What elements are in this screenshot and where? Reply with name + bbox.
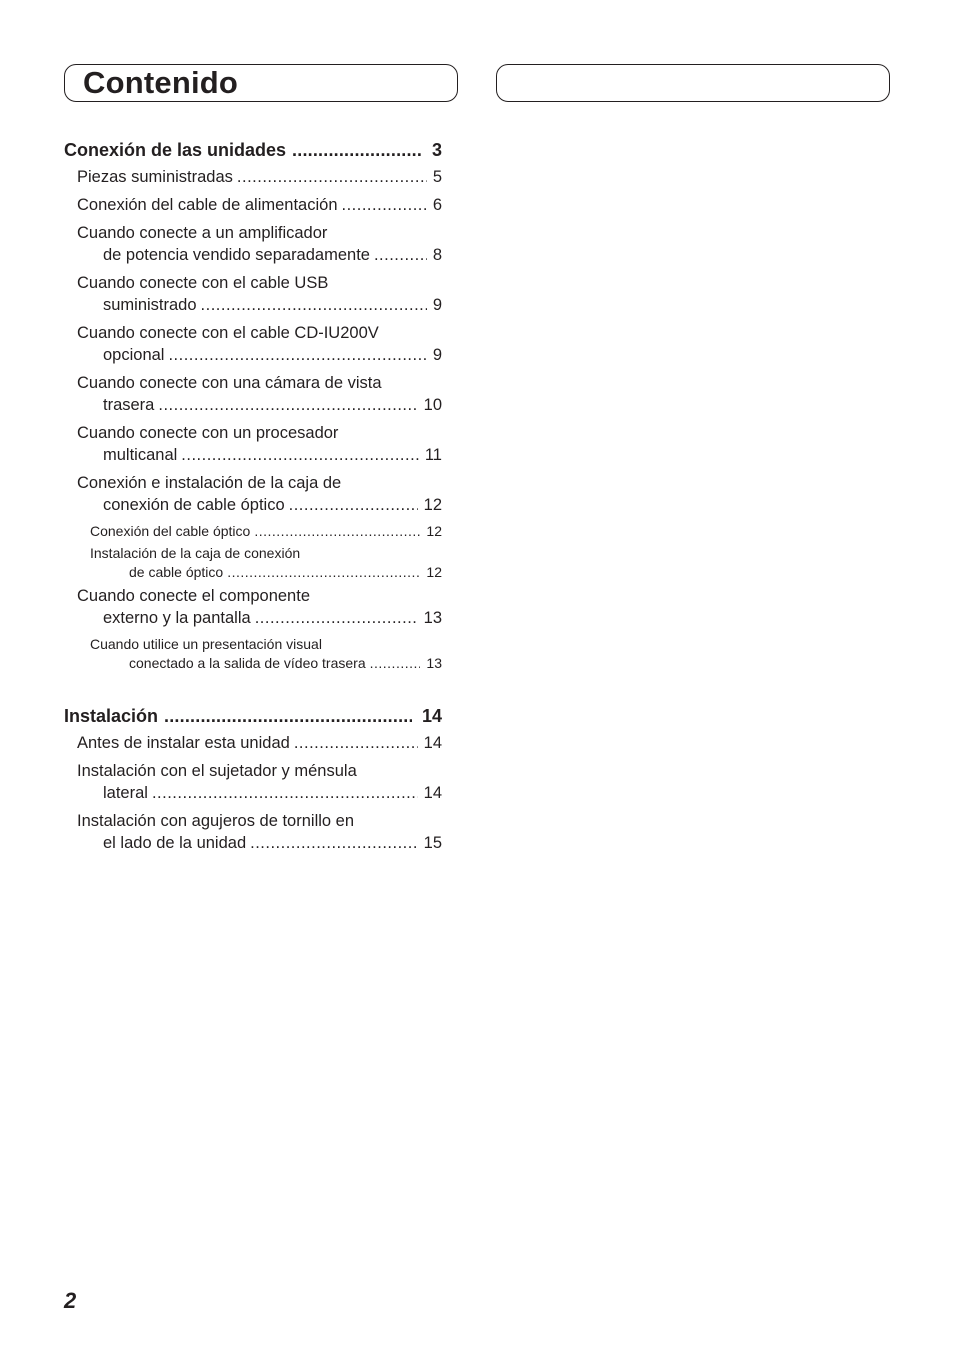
toc-entry-line	[90, 563, 442, 582]
toc-entry[interactable]	[90, 635, 442, 673]
toc-entry-line	[77, 810, 442, 832]
toc-entry-line	[90, 544, 442, 563]
toc-entry[interactable]	[77, 422, 442, 466]
toc-entry-text: de potencia vendido separadamente	[103, 246, 370, 264]
toc-entry[interactable]	[77, 194, 442, 216]
toc-entry-page: 6	[432, 196, 442, 214]
dot-leader	[342, 194, 427, 216]
toc-entry[interactable]	[77, 810, 442, 854]
toc-entry-page: 9	[432, 296, 442, 314]
toc-entry-text: conexión de cable óptico	[103, 496, 285, 514]
dot-leader	[255, 607, 418, 629]
toc-entry-page: 13	[426, 655, 442, 671]
toc-entry-text: externo y la pantalla	[103, 609, 251, 627]
toc-entry-text: Cuando conecte con el cable USB	[77, 274, 329, 292]
toc-entry-text: Instalación con agujeros de tornillo en	[77, 812, 355, 830]
toc-entry-line	[77, 585, 442, 607]
toc-section-connection	[64, 139, 442, 676]
title-banner	[64, 64, 458, 102]
toc-entry-text: lateral	[103, 784, 148, 802]
toc-entry-text: Conexión del cable de alimentación	[77, 196, 338, 214]
toc-entry-text: opcional	[103, 346, 165, 364]
toc-entry-line	[77, 294, 442, 316]
toc-heading-page: 3	[431, 140, 442, 160]
toc-entry-line	[90, 635, 442, 654]
toc-entry-line	[77, 782, 442, 804]
toc-entry-page: 12	[426, 523, 442, 539]
dot-leader	[289, 494, 418, 516]
toc-heading-page: 14	[421, 706, 442, 726]
dot-leader	[152, 782, 418, 804]
toc-section-heading[interactable]	[64, 139, 442, 161]
toc-entry-text: Cuando conecte con un procesador	[77, 424, 339, 442]
toc-entry-text: Cuando utilice un presentación visual	[90, 636, 322, 652]
toc-entry-page: 15	[423, 834, 442, 852]
toc-entry-text: Conexión e instalación de la caja de	[77, 474, 342, 492]
toc-entry-page: 11	[424, 446, 442, 464]
dot-leader	[237, 166, 427, 188]
toc-entry-page: 12	[423, 496, 442, 514]
toc-entry-line	[77, 244, 442, 266]
toc-entry-text: Instalación con el sujetador y ménsula	[77, 762, 357, 780]
toc-entry-line	[77, 322, 442, 344]
toc-entry-line	[77, 372, 442, 394]
toc-entry-line	[90, 522, 442, 541]
toc-entry-text: Instalación de la caja de conexión	[90, 545, 301, 561]
toc-entry[interactable]	[90, 522, 442, 541]
toc-entry-text: Cuando conecte con una cámara de vista	[77, 374, 382, 392]
page-number: 2	[64, 1288, 77, 1313]
toc-heading-title: Instalación	[64, 706, 159, 726]
toc-entry-line	[77, 166, 442, 188]
toc-section-heading[interactable]	[64, 705, 442, 727]
toc-entry-page: 12	[426, 564, 442, 580]
dot-leader	[181, 444, 419, 466]
page-title: Contenido	[83, 65, 239, 100]
dot-leader	[227, 563, 420, 582]
toc-entry[interactable]	[77, 585, 442, 629]
dot-leader	[201, 294, 427, 316]
toc-entry-text: Antes de instalar esta unidad	[77, 734, 290, 752]
toc-entry[interactable]	[77, 760, 442, 804]
toc-entry-text: Conexión del cable óptico	[90, 523, 251, 539]
toc-entry-text: Cuando conecte el componente	[77, 587, 310, 605]
toc-entry[interactable]	[77, 732, 442, 754]
toc-entry-text: Piezas suministradas	[77, 168, 233, 186]
toc-entry[interactable]	[77, 222, 442, 266]
toc-entry-line	[77, 732, 442, 754]
toc-entry-line	[90, 654, 442, 673]
toc-entry-text: Cuando conecte con el cable CD-IU200V	[77, 324, 379, 342]
toc-entry-text: trasera	[103, 396, 155, 414]
toc-entry-page: 10	[423, 396, 442, 414]
toc-entry-page: 8	[432, 246, 442, 264]
toc-entry-line	[77, 494, 442, 516]
toc-entry-text: el lado de la unidad	[103, 834, 247, 852]
dot-leader	[370, 654, 421, 673]
toc-entry-page: 13	[423, 609, 442, 627]
toc-entry[interactable]	[90, 544, 442, 582]
toc-entry-text: Cuando conecte a un amplificador	[77, 224, 328, 242]
toc-section-installation	[64, 705, 442, 860]
toc-entry-line	[77, 222, 442, 244]
toc-entry-text: suministrado	[103, 296, 197, 314]
dot-leader	[254, 522, 420, 541]
toc-entry-page: 14	[423, 784, 442, 802]
toc-heading-title: Conexión de las unidades	[64, 140, 287, 160]
dot-leader	[164, 705, 412, 727]
toc-entry-page: 5	[432, 168, 442, 186]
dot-leader	[374, 244, 427, 266]
toc-entry-line	[77, 194, 442, 216]
toc-entry-line	[77, 760, 442, 782]
toc-entry-line	[77, 272, 442, 294]
toc-entry-text: conectado a la salida de vídeo trasera	[129, 655, 366, 671]
toc-entry-page: 9	[432, 346, 442, 364]
toc-entry-line	[77, 472, 442, 494]
dot-leader	[294, 732, 418, 754]
empty-title-banner	[496, 64, 890, 102]
toc-entry[interactable]	[77, 272, 442, 316]
toc-entry-line	[77, 422, 442, 444]
dot-leader	[168, 344, 426, 366]
toc-entry[interactable]	[77, 166, 442, 188]
toc-entry[interactable]	[77, 322, 442, 366]
dot-leader	[250, 832, 418, 854]
toc-entry[interactable]	[77, 372, 442, 416]
dot-leader	[158, 394, 417, 416]
dot-leader	[292, 139, 422, 161]
toc-entry-text: de cable óptico	[129, 564, 224, 580]
toc-entry-text: multicanal	[103, 446, 178, 464]
toc-entry-page: 14	[423, 734, 442, 752]
toc-entry-line	[77, 832, 442, 854]
toc-entry-line	[77, 444, 442, 466]
toc-entry-line	[77, 394, 442, 416]
toc-entry-line	[77, 344, 442, 366]
toc-entry[interactable]	[77, 472, 442, 516]
toc-entry-line	[77, 607, 442, 629]
